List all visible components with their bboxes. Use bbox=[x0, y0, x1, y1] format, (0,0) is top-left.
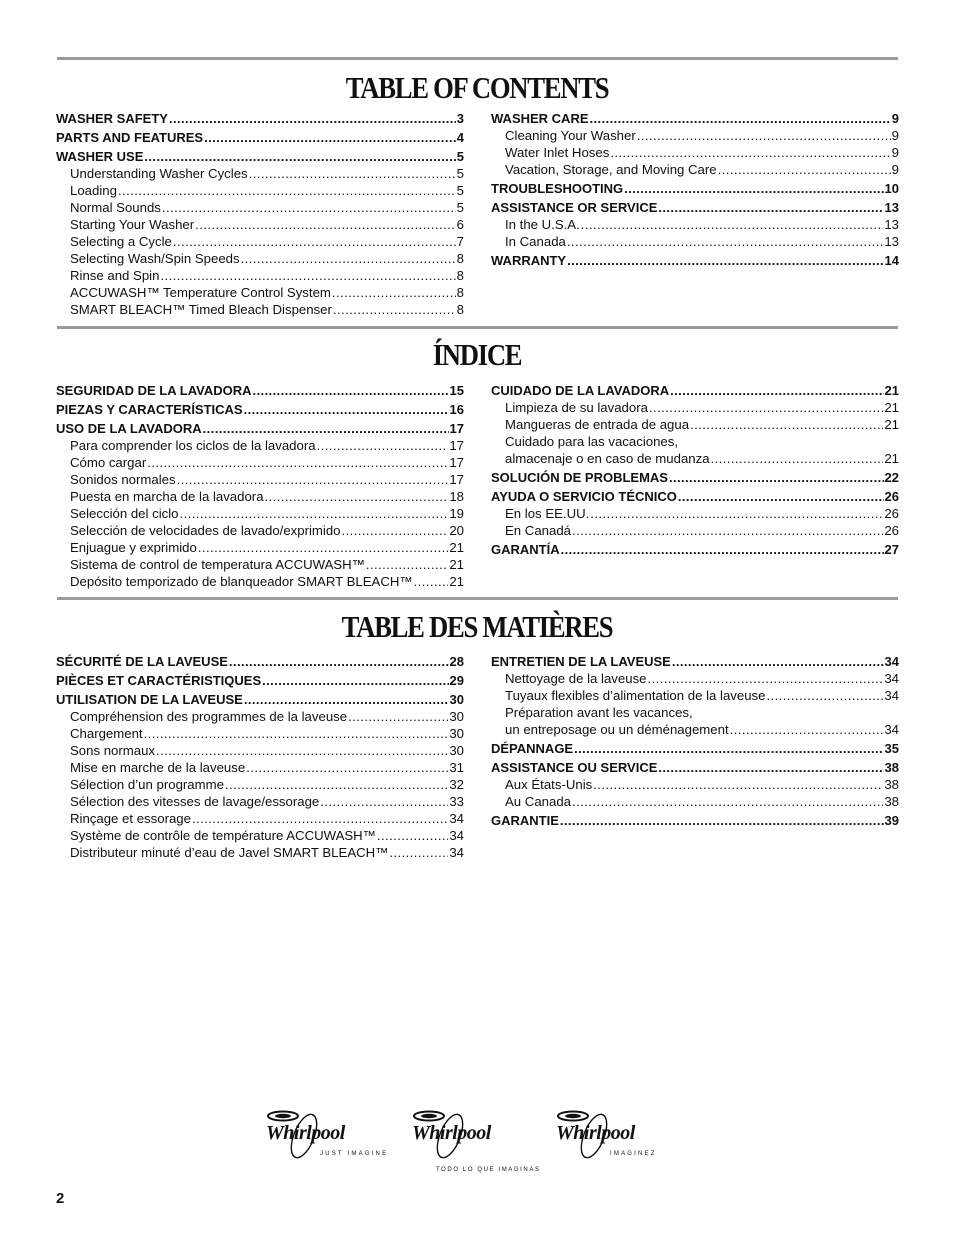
toc-entry bbox=[491, 161, 899, 178]
toc-heading bbox=[491, 252, 899, 269]
tagline: JUST IMAGINE bbox=[320, 1151, 389, 1157]
dot-leader bbox=[144, 725, 449, 742]
toc-page-number: 28 bbox=[449, 654, 464, 669]
toc-heading bbox=[491, 653, 899, 670]
toc-page-number: 29 bbox=[449, 673, 464, 688]
toc-page-number: 22 bbox=[884, 470, 899, 485]
dot-leader bbox=[348, 708, 448, 725]
dot-leader bbox=[320, 793, 448, 810]
toc-label: PIEZAS Y CARACTERÍSTICAS bbox=[56, 402, 243, 417]
dot-leader bbox=[649, 399, 883, 416]
toc-entry bbox=[56, 267, 464, 284]
toc-label: Selecting a Cycle bbox=[70, 234, 172, 249]
toc-page-number: 9 bbox=[891, 145, 899, 160]
toc-page-number: 4 bbox=[456, 130, 464, 145]
toc-label: GARANTÍA bbox=[491, 542, 560, 557]
toc-entry-label-line1: Préparation avant les vacances, bbox=[505, 705, 693, 720]
toc-en-right bbox=[491, 110, 899, 269]
toc-label: Para comprender los ciclos de la lavadora bbox=[70, 438, 316, 453]
dot-leader bbox=[180, 505, 449, 522]
toc-page-number: 34 bbox=[449, 828, 464, 843]
toc-page-number: 33 bbox=[449, 794, 464, 809]
dot-leader bbox=[567, 252, 883, 269]
toc-page-number: 34 bbox=[449, 811, 464, 826]
toc-label: Puesta en marcha de la lavadora bbox=[70, 489, 264, 504]
toc-label: Depósito temporizado de blanqueador SMART BLEACH™ bbox=[70, 574, 413, 589]
toc-label: Rinse and Spin bbox=[70, 268, 160, 283]
dot-leader bbox=[192, 810, 448, 827]
dot-leader bbox=[572, 522, 883, 539]
dot-leader bbox=[144, 148, 455, 165]
toc-label: SEGURIDAD DE LA LAVADORA bbox=[56, 383, 252, 398]
toc-label: WARRANTY bbox=[491, 253, 567, 268]
dot-leader bbox=[244, 691, 449, 708]
toc-page-number: 20 bbox=[449, 523, 464, 538]
dot-leader bbox=[229, 653, 449, 670]
toc-entry bbox=[56, 522, 464, 539]
rule-middle-2 bbox=[57, 597, 898, 600]
toc-entry bbox=[491, 144, 899, 161]
dot-leader bbox=[156, 742, 448, 759]
toc-entry bbox=[491, 704, 899, 738]
toc-label: TROUBLESHOOTING bbox=[491, 181, 624, 196]
toc-label: Selecting Wash/Spin Speeds bbox=[70, 251, 240, 266]
toc-entry bbox=[56, 573, 464, 590]
toc-page-number: 21 bbox=[449, 574, 464, 589]
toc-page-number: 5 bbox=[456, 166, 464, 181]
dot-leader bbox=[333, 301, 456, 318]
toc-heading bbox=[491, 812, 899, 829]
toc-page-number: 8 bbox=[456, 251, 464, 266]
dot-leader bbox=[173, 233, 456, 250]
toc-label: Aux États-Unis bbox=[505, 777, 593, 792]
toc-page-number: 19 bbox=[449, 506, 464, 521]
toc-entry-label-line1: Cuidado para las vacaciones, bbox=[505, 434, 679, 449]
toc-label: UTILISATION DE LA LAVEUSE bbox=[56, 692, 243, 707]
toc-heading bbox=[491, 199, 899, 216]
tagline: IMAGINEZ bbox=[610, 1151, 657, 1157]
toc-entry bbox=[56, 556, 464, 573]
toc-entry bbox=[56, 437, 464, 454]
toc-heading bbox=[56, 653, 464, 670]
toc-entry bbox=[56, 165, 464, 182]
dot-leader bbox=[561, 541, 884, 558]
dot-leader bbox=[593, 776, 883, 793]
dot-leader bbox=[366, 556, 448, 573]
toc-label: PARTS AND FEATURES bbox=[56, 130, 204, 145]
toc-label: SMART BLEACH™ Timed Bleach Dispenser bbox=[70, 302, 332, 317]
toc-label: Système de contrôle de température ACCUWASH™ bbox=[70, 828, 376, 843]
toc-page-number: 21 bbox=[884, 417, 899, 432]
toc-label: Sélection d’un programme bbox=[70, 777, 224, 792]
toc-page-number: 8 bbox=[456, 302, 464, 317]
toc-heading bbox=[491, 488, 899, 505]
toc-label: Cleaning Your Washer bbox=[505, 128, 636, 143]
toc-label: ASSISTANCE OU SERVICE bbox=[491, 760, 658, 775]
toc-entry bbox=[56, 793, 464, 810]
dot-leader bbox=[169, 110, 456, 127]
toc-heading bbox=[491, 759, 899, 776]
toc-page-number: 17 bbox=[449, 421, 464, 436]
brand-logos bbox=[262, 1108, 662, 1178]
dot-leader bbox=[244, 401, 449, 418]
toc-entry bbox=[56, 182, 464, 199]
toc-entry bbox=[491, 776, 899, 793]
toc-page-number: 21 bbox=[449, 557, 464, 572]
toc-heading bbox=[56, 691, 464, 708]
brand-name: Whirlpool bbox=[412, 1122, 491, 1144]
toc-page-number: 9 bbox=[891, 162, 899, 177]
toc-heading bbox=[56, 148, 464, 165]
dot-leader bbox=[560, 812, 884, 829]
toc-page-number: 7 bbox=[456, 234, 464, 249]
toc-entry bbox=[56, 199, 464, 216]
toc-label: In Canada bbox=[505, 234, 566, 249]
toc-entry bbox=[491, 670, 899, 687]
toc-page-number: 6 bbox=[456, 217, 464, 232]
toc-label: ENTRETIEN DE LA LAVEUSE bbox=[491, 654, 671, 669]
dot-leader bbox=[118, 182, 456, 199]
toc-label: Mise en marche de la laveuse bbox=[70, 760, 246, 775]
dot-leader bbox=[610, 144, 890, 161]
whirlpool-logo-es bbox=[408, 1108, 541, 1178]
dot-leader bbox=[648, 670, 884, 687]
toc-entry bbox=[491, 522, 899, 539]
dot-leader bbox=[204, 129, 456, 146]
dot-leader bbox=[590, 110, 891, 127]
dot-leader bbox=[670, 382, 883, 399]
tagline: TODO LO QUE IMAGINAS bbox=[436, 1167, 541, 1173]
dot-leader bbox=[672, 653, 884, 670]
toc-es-right bbox=[491, 382, 899, 558]
toc-page-number: 9 bbox=[891, 111, 899, 126]
toc-entry bbox=[56, 284, 464, 301]
toc-heading bbox=[491, 740, 899, 757]
dot-leader bbox=[252, 382, 448, 399]
toc-label: En los EE.UU. bbox=[505, 506, 590, 521]
toc-page-number: 34 bbox=[884, 688, 899, 703]
toc-label: AYUDA O SERVICIO TÉCNICO bbox=[491, 489, 677, 504]
toc-label: En Canadá bbox=[505, 523, 571, 538]
dot-leader bbox=[711, 450, 884, 467]
toc-heading bbox=[491, 110, 899, 127]
toc-page-number: 13 bbox=[884, 234, 899, 249]
toc-page-number: 34 bbox=[884, 654, 899, 669]
toc-heading bbox=[491, 541, 899, 558]
toc-page-number: 21 bbox=[884, 400, 899, 415]
toc-page-number: 21 bbox=[884, 451, 899, 466]
toc-entry bbox=[491, 399, 899, 416]
toc-label: WASHER SAFETY bbox=[56, 111, 168, 126]
dot-leader bbox=[581, 216, 884, 233]
toc-page-number: 26 bbox=[884, 506, 899, 521]
whirlpool-logo-fr bbox=[552, 1108, 680, 1178]
toc-label: Starting Your Washer bbox=[70, 217, 195, 232]
toc-entry bbox=[491, 505, 899, 522]
toc-label: Enjuague y exprimido bbox=[70, 540, 197, 555]
dot-leader bbox=[414, 573, 449, 590]
dot-leader bbox=[658, 199, 883, 216]
toc-heading bbox=[491, 469, 899, 486]
toc-page-number: 9 bbox=[891, 128, 899, 143]
toc-label: WASHER CARE bbox=[491, 111, 589, 126]
toc-page-number: 38 bbox=[884, 794, 899, 809]
toc-entry bbox=[56, 216, 464, 233]
toc-entry bbox=[56, 233, 464, 250]
toc-entry bbox=[56, 708, 464, 725]
toc-page-number: 30 bbox=[449, 743, 464, 758]
toc-heading bbox=[491, 382, 899, 399]
toc-page-number: 5 bbox=[456, 149, 464, 164]
toc-label: un entreposage ou un déménagement bbox=[505, 722, 729, 737]
toc-label: Loading bbox=[70, 183, 117, 198]
dot-leader bbox=[590, 505, 883, 522]
toc-page-number: 8 bbox=[456, 268, 464, 283]
toc-page-number: 21 bbox=[884, 383, 899, 398]
toc-label: Sonidos normales bbox=[70, 472, 176, 487]
toc-page-number: 30 bbox=[449, 692, 464, 707]
dot-leader bbox=[678, 488, 884, 505]
toc-page-number: 27 bbox=[884, 542, 899, 557]
toc-fr-right bbox=[491, 653, 899, 829]
toc-heading bbox=[56, 420, 464, 437]
dot-leader bbox=[177, 471, 449, 488]
toc-page-number: 39 bbox=[884, 813, 899, 828]
dot-leader bbox=[377, 827, 448, 844]
toc-label: Distributeur minuté d’eau de Javel SMART BLEACH™ bbox=[70, 845, 389, 860]
toc-label: almacenaje o en caso de mudanza bbox=[505, 451, 710, 466]
page-number: 2 bbox=[56, 1190, 65, 1207]
dot-leader bbox=[766, 687, 883, 704]
toc-heading bbox=[56, 401, 464, 418]
toc-page-number: 31 bbox=[449, 760, 464, 775]
toc-page-number: 17 bbox=[449, 472, 464, 487]
toc-label: Au Canada bbox=[505, 794, 571, 809]
dot-leader bbox=[332, 284, 456, 301]
toc-label: Selección de velocidades de lavado/exprimido bbox=[70, 523, 341, 538]
toc-page-number: 13 bbox=[884, 217, 899, 232]
section-title-es: ÍNDICE bbox=[432, 337, 522, 372]
toc-entry bbox=[491, 793, 899, 810]
toc-entry bbox=[56, 827, 464, 844]
whirlpool-logo-en bbox=[262, 1108, 390, 1178]
toc-entry bbox=[491, 433, 899, 467]
toc-page-number: 3 bbox=[456, 111, 464, 126]
brand-name: Whirlpool bbox=[266, 1122, 345, 1144]
toc-page-number: 15 bbox=[449, 383, 464, 398]
toc-entry bbox=[56, 539, 464, 556]
dot-leader bbox=[160, 267, 455, 284]
toc-label: Mangueras de entrada de agua bbox=[505, 417, 690, 432]
toc-heading bbox=[56, 110, 464, 127]
dot-leader bbox=[637, 127, 891, 144]
toc-entry bbox=[56, 776, 464, 793]
toc-page-number: 21 bbox=[449, 540, 464, 555]
toc-label: USO DE LA LAVADORA bbox=[56, 421, 202, 436]
toc-label: Compréhension des programmes de la laveuse bbox=[70, 709, 348, 724]
toc-label: WASHER USE bbox=[56, 149, 144, 164]
toc-entry bbox=[491, 127, 899, 144]
toc-label: ACCUWASH™ Temperature Control System bbox=[70, 285, 331, 300]
dot-leader bbox=[669, 469, 884, 486]
toc-label: Normal Sounds bbox=[70, 200, 161, 215]
toc-page-number: 8 bbox=[456, 285, 464, 300]
toc-label: Sons normaux bbox=[70, 743, 156, 758]
toc-label: In the U.S.A. bbox=[505, 217, 580, 232]
toc-page-number: 38 bbox=[884, 777, 899, 792]
toc-label: CUIDADO DE LA LAVADORA bbox=[491, 383, 670, 398]
dot-leader bbox=[249, 165, 456, 182]
toc-label: GARANTIE bbox=[491, 813, 559, 828]
dot-leader bbox=[658, 759, 883, 776]
dot-leader bbox=[342, 522, 449, 539]
toc-label: Understanding Washer Cycles bbox=[70, 166, 248, 181]
dot-leader bbox=[567, 233, 883, 250]
toc-entry bbox=[56, 488, 464, 505]
toc-label: SÉCURITÉ DE LA LAVEUSE bbox=[56, 654, 228, 669]
toc-entry bbox=[491, 416, 899, 433]
dot-leader bbox=[195, 216, 456, 233]
toc-entry bbox=[56, 301, 464, 318]
toc-heading bbox=[56, 382, 464, 399]
toc-label: SOLUCIÓN DE PROBLEMAS bbox=[491, 470, 668, 485]
toc-entry bbox=[56, 505, 464, 522]
toc-label: Nettoyage de la laveuse bbox=[505, 671, 647, 686]
dot-leader bbox=[690, 416, 883, 433]
toc-label: Limpieza de su lavadora bbox=[505, 400, 648, 415]
toc-heading bbox=[56, 129, 464, 146]
toc-entry bbox=[491, 216, 899, 233]
toc-page-number: 5 bbox=[456, 200, 464, 215]
toc-entry bbox=[56, 250, 464, 267]
toc-entry bbox=[56, 759, 464, 776]
toc-label: ASSISTANCE OR SERVICE bbox=[491, 200, 658, 215]
toc-label: PIÈCES ET CARACTÉRISTIQUES bbox=[56, 673, 262, 688]
toc-entry bbox=[56, 454, 464, 471]
toc-entry bbox=[56, 471, 464, 488]
toc-entry bbox=[491, 687, 899, 704]
toc-page-number: 35 bbox=[884, 741, 899, 756]
toc-page-number: 30 bbox=[449, 709, 464, 724]
toc-heading bbox=[56, 672, 464, 689]
section-title-en: TABLE OF CONTENTS bbox=[345, 70, 609, 105]
toc-heading bbox=[491, 180, 899, 197]
toc-page-number: 30 bbox=[449, 726, 464, 741]
toc-page-number: 26 bbox=[884, 523, 899, 538]
toc-label: Sistema de control de temperatura ACCUWASH™ bbox=[70, 557, 365, 572]
dot-leader bbox=[574, 740, 883, 757]
toc-page-number: 18 bbox=[449, 489, 464, 504]
toc-page-number: 13 bbox=[884, 200, 899, 215]
toc-label: Water Inlet Hoses bbox=[505, 145, 610, 160]
toc-page-number: 14 bbox=[884, 253, 899, 268]
toc-label: DÉPANNAGE bbox=[491, 741, 574, 756]
dot-leader bbox=[147, 454, 448, 471]
dot-leader bbox=[162, 199, 456, 216]
toc-label: Tuyaux flexibles d’alimentation de la laveuse bbox=[505, 688, 766, 703]
toc-page-number: 5 bbox=[456, 183, 464, 198]
toc-page-number: 34 bbox=[449, 845, 464, 860]
dot-leader bbox=[624, 180, 883, 197]
toc-es-left bbox=[56, 382, 464, 590]
dot-leader bbox=[730, 721, 884, 738]
toc-page-number: 32 bbox=[449, 777, 464, 792]
rule-top bbox=[57, 57, 898, 60]
toc-label: Vacation, Storage, and Moving Care bbox=[505, 162, 717, 177]
toc-label: Selección del ciclo bbox=[70, 506, 179, 521]
dot-leader bbox=[203, 420, 449, 437]
dot-leader bbox=[265, 488, 449, 505]
toc-label: Sélection des vitesses de lavage/essorage bbox=[70, 794, 320, 809]
toc-label: Rinçage et essorage bbox=[70, 811, 191, 826]
dot-leader bbox=[389, 844, 448, 861]
toc-page-number: 26 bbox=[884, 489, 899, 504]
dot-leader bbox=[317, 437, 449, 454]
dot-leader bbox=[572, 793, 883, 810]
toc-entry bbox=[491, 233, 899, 250]
toc-page-number: 16 bbox=[449, 402, 464, 417]
dot-leader bbox=[246, 759, 448, 776]
toc-page-number: 34 bbox=[884, 722, 899, 737]
toc-page-number: 17 bbox=[449, 455, 464, 470]
toc-entry bbox=[56, 844, 464, 861]
toc-label: Chargement bbox=[70, 726, 143, 741]
dot-leader bbox=[225, 776, 448, 793]
toc-page-number: 38 bbox=[884, 760, 899, 775]
toc-entry bbox=[56, 725, 464, 742]
toc-label: Cómo cargar bbox=[70, 455, 147, 470]
dot-leader bbox=[718, 161, 891, 178]
toc-page-number: 10 bbox=[884, 181, 899, 196]
dot-leader bbox=[198, 539, 449, 556]
toc-page-number: 34 bbox=[884, 671, 899, 686]
rule-middle-1 bbox=[57, 326, 898, 329]
toc-fr-left bbox=[56, 653, 464, 861]
toc-entry bbox=[56, 742, 464, 759]
toc-page-number: 17 bbox=[449, 438, 464, 453]
dot-leader bbox=[241, 250, 456, 267]
toc-en-left bbox=[56, 110, 464, 318]
brand-name: Whirlpool bbox=[556, 1122, 635, 1144]
section-title-fr: TABLE DES MATIÈRES bbox=[341, 609, 613, 644]
toc-entry bbox=[56, 810, 464, 827]
dot-leader bbox=[262, 672, 448, 689]
